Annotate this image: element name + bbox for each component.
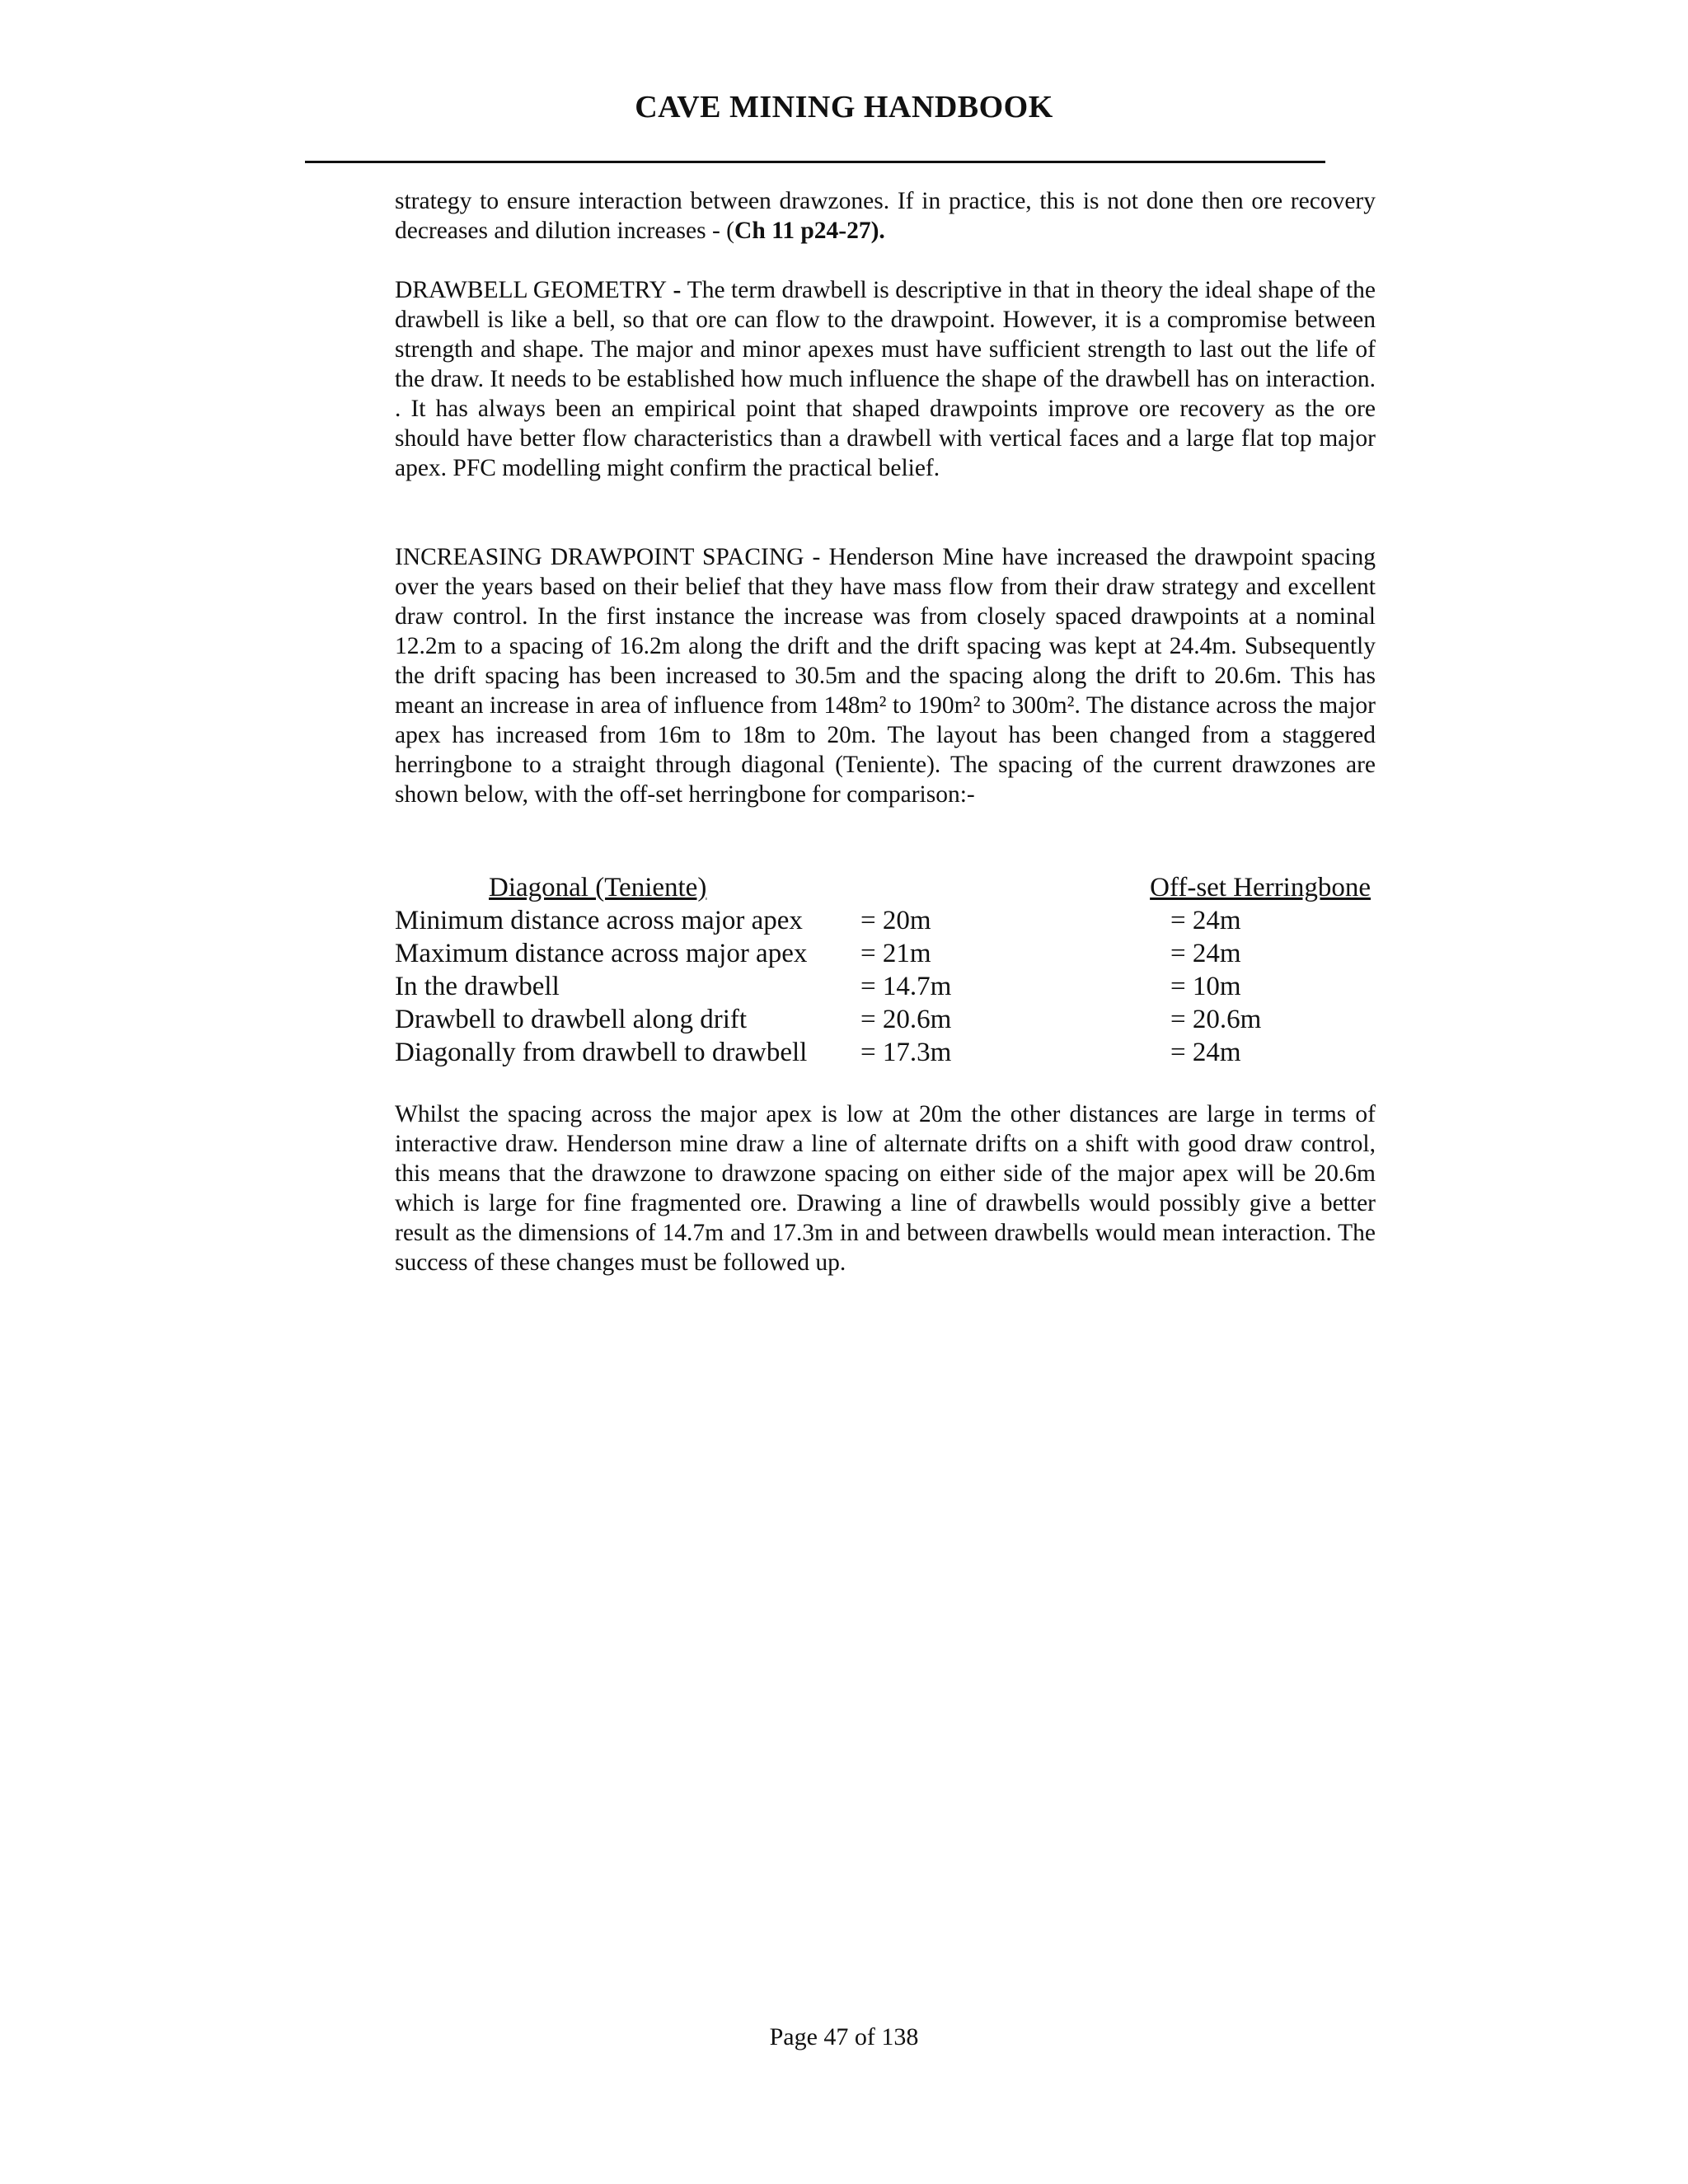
row-label: Diagonally from drawbell to drawbell: [395, 1038, 808, 1067]
paragraph-drawpoint-spacing: INCREASING DRAWPOINT SPACING - Henderson Mine have increased the drawpoint spacing over the years based on their belief that they have mass flow from their draw strategy and excellent draw control. In the first instance the increase was from closely spaced drawpoints at a nominal 12.2m to a spacing of 16.2m along the drift and the drift spacing was kept at 24.4m. Subsequently the drift spacing has been increased to 30.5m and the spacing along the drift to 20.6m. This has meant an increase in area of influence from 148m² to 190m² to 300m². The distance across the major apex has increased from 16m to 18m to 20m. The layout has been changed from a staggered herringbone to a straight through diagonal (Teniente). The spacing of the current drawzones are shown below, with the off-set herringbone for comparison:-: [395, 544, 1376, 808]
paragraph-drawbell-geometry: [395, 275, 1376, 483]
row-label: In the drawbell: [395, 972, 560, 1001]
row-label: Maximum distance across major apex: [395, 939, 808, 968]
drawbell-geometry-heading: DRAWBELL GEOMETRY: [395, 277, 668, 303]
offset-value: = 20.6m: [1170, 1005, 1262, 1034]
table-row: [395, 1003, 1376, 1036]
chapter-reference: Ch 11 p24-27).: [734, 218, 885, 244]
row-label: Minimum distance across major apex: [395, 906, 803, 935]
offset-value: = 10m: [1170, 972, 1241, 1001]
paragraph-conclusion: Whilst the spacing across the major apex is low at 20m the other distances are large in terms of interactive draw. Henderson mine draw a line of alternate drifts on a shift with good draw control, this means that the drawzone to drawzone spacing on either side of the major apex will be 20.6m which is large for fine fragmented ore. Drawing a line of drawbells would possibly give a better result as the dimensions of 14.7m and 17.3m in and between drawbells would mean interaction. The success of these changes must be followed up.: [395, 1101, 1376, 1276]
table-row: [395, 904, 1376, 937]
table-row: [395, 1036, 1376, 1069]
offset-value: = 24m: [1170, 1038, 1241, 1067]
row-label: Drawbell to drawbell along drift: [395, 1005, 748, 1034]
paragraph-1: [395, 186, 1376, 246]
page-header-title: CAVE MINING HANDBOOK: [635, 90, 1053, 124]
header-rule: [305, 161, 1325, 163]
drawbell-geometry-text: The term drawbell is descriptive in that in theory the ideal shape of the drawbell is like a bell, so that ore can flow to the drawpoint. However, it is a compromise between strength and shape. The major and minor apexes must have sufficient strength to last out the life of the draw. It needs to be established how much influence the shape of the drawbell has on interaction. . It has always been an empirical point that shaped drawpoints improve ore recovery as the ore should have better flow characteristics than a drawbell with vertical faces and a large flat top major apex. PFC modelling might confirm the practical belief.: [395, 277, 1376, 481]
diagonal-value: = 21m: [860, 939, 931, 968]
offset-value: = 24m: [1170, 939, 1241, 968]
table-row: [395, 970, 1376, 1003]
paragraph-1-text: strategy to ensure interaction between drawzones. If in practice, this is not done then ore recovery decreases and dilution increases - (: [395, 188, 1376, 244]
table-header-row: [395, 871, 1376, 904]
diagonal-value: = 17.3m: [860, 1038, 952, 1067]
diagonal-value: = 14.7m: [860, 972, 952, 1001]
spacing-comparison-table: [395, 871, 1376, 1069]
column-header-offset: Off-set Herringbone: [1150, 873, 1371, 902]
page-number: Page 47 of 138: [769, 2023, 919, 2050]
column-header-diagonal: Diagonal (Teniente): [489, 873, 707, 902]
diagonal-value: = 20m: [860, 906, 931, 935]
offset-value: = 24m: [1170, 906, 1241, 935]
diagonal-value: = 20.6m: [860, 1005, 952, 1034]
table-row: [395, 937, 1376, 970]
heading-dash: -: [667, 277, 687, 303]
